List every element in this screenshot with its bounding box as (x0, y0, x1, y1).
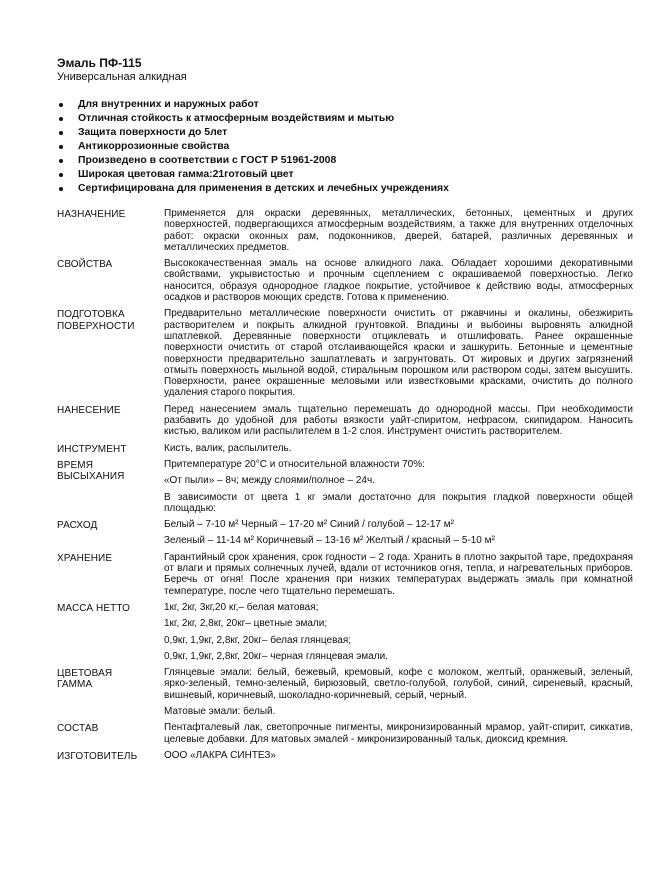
spec-value (164, 258, 633, 308)
spec-value (164, 308, 633, 403)
spec-row-purpose (57, 208, 633, 258)
spec-value (164, 667, 633, 722)
spec-label (57, 667, 164, 722)
spec-table (57, 208, 633, 766)
spec-value (164, 443, 633, 459)
spec-text: «От пыли» – 8ч; между слоями/полное – 24ч. (164, 475, 375, 487)
spec-label-line: ВРЕМЯ (57, 459, 94, 471)
spec-row-application (57, 404, 633, 443)
spec-label-line: ГАММА (57, 679, 93, 691)
product-title: Эмаль ПФ-115 (57, 56, 142, 70)
spec-label: РАСХОД (57, 520, 98, 532)
spec-label: ИЗГОТОВИТЕЛЬ (57, 750, 138, 762)
spec-value (164, 750, 633, 766)
spec-value (164, 404, 633, 443)
spec-label: СВОЙСТВА (57, 259, 113, 271)
spec-row-drying (57, 459, 633, 519)
spec-value (164, 459, 633, 519)
spec-label-line: ЦВЕТОВАЯ (57, 668, 113, 680)
spec-row-tools (57, 443, 633, 459)
spec-text: ООО «ЛАКРА СИНТЕЗ» (164, 749, 276, 761)
spec-text: 0,9кг, 1,9кг, 2,8кг, 20кг– черная глянцевая эмали. (164, 650, 388, 662)
spec-row-properties (57, 258, 633, 308)
spec-label: СОСТАВ (57, 723, 99, 735)
spec-label (57, 308, 164, 403)
spec-row-net-weight (57, 602, 633, 667)
spec-label-line: ПОВЕРХНОСТИ (57, 320, 135, 332)
feature-item: Произведено в соответствии с ГОСТ Р 51961-2008 (57, 154, 633, 168)
spec-text: Кисть, валик, распылитель. (164, 442, 292, 454)
feature-item: Отличная стойкость к атмосферным воздействиям и мытью (57, 112, 633, 126)
feature-item: Сертифицирована для применения в детских и лечебных учреждениях (57, 182, 633, 196)
spec-value (164, 722, 633, 750)
spec-value (164, 519, 633, 552)
spec-label-line: ПОДГОТОВКА (57, 309, 125, 321)
spec-row-consumption (57, 519, 633, 552)
spec-row-preparation (57, 308, 633, 403)
spec-text: Белый – 7-10 м² Черный – 17-20 м² Синий / голубой – 12-17 м² (164, 519, 454, 531)
feature-item: Антикоррозионные свойства (57, 140, 633, 154)
feature-item: Широкая цветовая гамма:21готовый цвет (57, 168, 633, 182)
feature-item: Защита поверхности до 5лет (57, 126, 633, 140)
feature-item: Для внутренних и наружных работ (57, 98, 633, 112)
spec-row-storage (57, 552, 633, 602)
spec-text: Предварительно металлические поверхности очистить от ржавчины и окалины, обезжирить растворителем и покрыть алкидной грунтовкой. Впадины и выбоины выровнять алкидной шпатлевкой. Деревянные поверхности отциклевать и отшлифовать. Ранее окрашенные поверхности очистить от старой отслаивающейся краски и зашкурить. Бетонные и цементные поверхности предварительно зашпатлевать и загрунтовать. От жировых и других загрязнений отмыть поверхность мыльной водой, стиральным порошком или раствором соды, затем высушить. Поверхности, ранее окрашенные меловыми или известковыми красками, очистить до полного удаления старого покрытия. (164, 308, 633, 399)
spec-text: Зеленый – 11-14 м² Коричневый – 13-16 м² Желтый / красный – 5-10 м² (164, 535, 495, 547)
spec-label: ИНСТРУМЕНТ (57, 443, 127, 455)
spec-text: Высококачественная эмаль на основе алкидного лака. Обладает хорошими декоративными свойствами, укрывистостью и прочным сцеплением с окрашиваемой поверхностью. Легко наносится, образуя однородное гладкое покрытие, устойчивое к действию воды, атмосферных осадков и растворов моющих средств. Готова к применению. (164, 258, 633, 304)
spec-label: МАССА НЕТТО (57, 602, 130, 614)
spec-text: Притемпературе 20°С и относительной влажности 70%: (164, 458, 425, 470)
spec-text: 1кг, 2кг, 2,8кг, 20кг– цветные эмали; (164, 618, 328, 630)
spec-text: Матовые эмали: белый. (164, 705, 276, 717)
spec-text: Глянцевые эмали: белый, бежевый, кремовый, кофе с молоком, желтый, оранжевый, зеленый, ярко-зеленый, темно-зеленый, бирюзовый, светло-голубой, голубой, синий, сиреневый, красный, вишневый, коричневый, шоколадно-коричневый, серый, черный. (164, 667, 633, 701)
spec-value (164, 208, 633, 258)
spec-row-colors (57, 667, 633, 722)
spec-text: В зависимости от цвета 1 кг эмали достаточно для покрытия гладкой поверхности общей площадью: (164, 491, 633, 514)
spec-row-manufacturer (57, 750, 633, 766)
spec-text: Пентафталевый лак, светопрочные пигменты, микронизированный мрамор, уайт-спирит, сиккатив, целевые добавки. Для матовых эмалей - микронизированный тальк, диоксид кремния. (164, 722, 633, 745)
spec-label: ХРАНЕНИЕ (57, 552, 113, 564)
spec-label-line: ВЫСЫХАНИЯ (57, 471, 125, 483)
spec-text: 1кг, 2кг, 3кг,20 кг,– белая матовая; (164, 601, 319, 613)
spec-text: Перед нанесением эмаль тщательно перемешать до однородной массы. При необходимости разбавить до удобной для работы вязкости уайт-спиритом, нефрасом, скипидаром. Наносить кистью, валиком или распылителем в 1-2 слоя. Инструмент очистить растворителем. (164, 403, 633, 438)
spec-value (164, 552, 633, 602)
spec-text: Применяется для окраски деревянных, металлических, бетонных, цементных и других поверхностей, подвергающихся атмосферным воздействиям, а также для внутренних отделочных работ: окраски оконных рам, подоконников, дверей, батарей, различных деревянных и металлических предметов. (164, 208, 633, 253)
spec-label (57, 459, 164, 519)
spec-value (164, 602, 633, 667)
spec-text: 0,9кг, 1,9кг, 2,8кг, 20кг– белая глянцевая; (164, 634, 352, 646)
spec-row-composition (57, 722, 633, 750)
spec-label: НАНЕСЕНИЕ (57, 404, 121, 416)
spec-text: Гарантийный срок хранения, срок годности – 2 года. Хранить в плотно закрытой таре, предохраняя от влаги и прямых солнечных лучей, вдали от источников огня, тепла, и нагревательных приборов. Беречь от огня! После хранения при низких температурах выдержать эмаль при комнатной температуре, после чего тщательно перемешать. (164, 551, 633, 597)
feature-list (57, 98, 633, 196)
spec-label: НАЗНАЧЕНИЕ (57, 209, 126, 220)
product-subtitle: Универсальная алкидная (57, 71, 187, 83)
